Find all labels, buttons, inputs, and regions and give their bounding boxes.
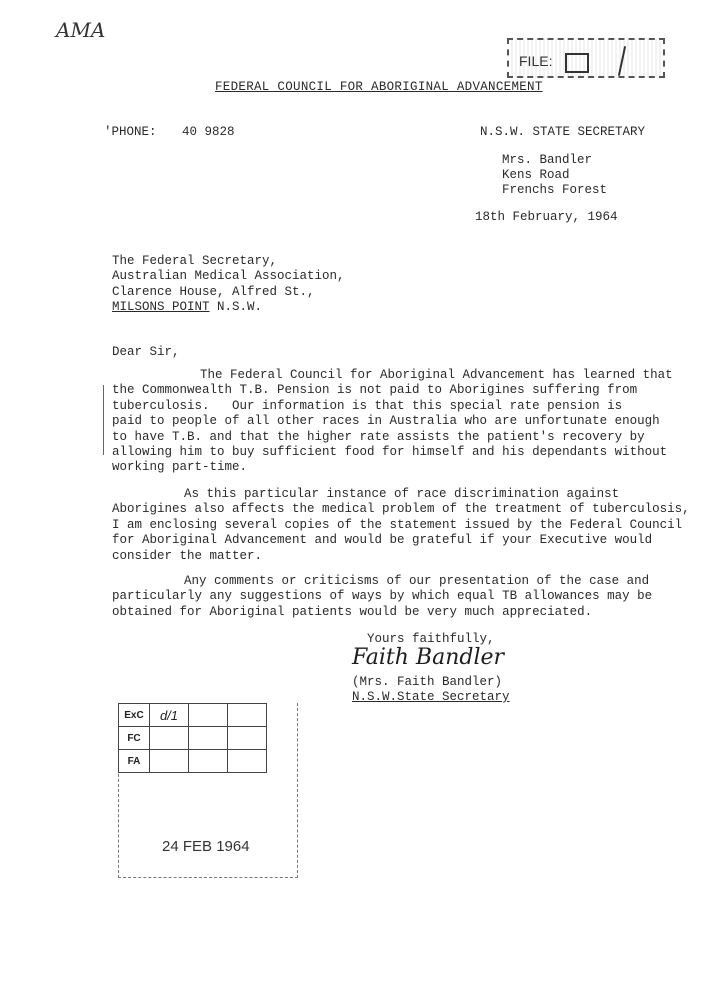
sender-address-line2: Frenchs Forest <box>502 183 608 197</box>
phone-label: 'PHONE: <box>104 125 157 139</box>
signatory-title: N.S.W.State Secretary <box>352 690 510 704</box>
routing-stamp <box>118 703 298 878</box>
paragraph-2 <box>112 487 690 564</box>
sender-name: Mrs. Bandler <box>502 153 593 167</box>
paragraph-1-line: The Federal Council for Aboriginal Advancement has learned that <box>200 368 673 382</box>
routing-cell <box>228 704 267 727</box>
paragraph-3-line: particularly any suggestions of ways by which equal TB allowances may be <box>112 589 653 604</box>
recipient-line1: The Federal Secretary, <box>112 254 278 268</box>
paragraph-1-line: working part-time. <box>112 460 248 475</box>
file-stamp-label: FILE: <box>519 53 553 69</box>
letterhead-title: FEDERAL COUNCIL FOR ABORIGINAL ADVANCEMENT <box>215 80 543 94</box>
paragraph-2-line: Aborigines also affects the medical problem of the treatment of tuberculosis, <box>112 502 690 517</box>
paragraph-2-line: for Aboriginal Advancement and would be grateful if your Executive would <box>112 533 653 548</box>
paragraph-2-line: As this particular instance of race discrimination against <box>184 487 620 501</box>
file-stamp-slash <box>618 46 626 76</box>
sender-role: N.S.W. STATE SECRETARY <box>480 125 646 139</box>
file-stamp-box <box>565 53 589 73</box>
routing-row-label: FC <box>119 727 150 750</box>
paragraph-3 <box>112 574 652 620</box>
recipient-city-line <box>112 300 262 314</box>
recipient-city: MILSONS POINT <box>112 300 210 314</box>
signatory-name: (Mrs. Faith Bandler) <box>352 675 503 689</box>
paragraph-1-line: to have T.B. and that the higher rate assists the patient's recovery by <box>112 429 645 444</box>
routing-initial: d/1 <box>150 704 189 727</box>
recipient-line3: Clarence House, Alfred St., <box>112 285 315 299</box>
routing-cell <box>189 750 228 773</box>
letter-date: 18th February, 1964 <box>475 210 618 224</box>
paragraph-1-line: tuberculosis. Our information is that this special rate pension is <box>112 398 623 413</box>
paragraph-2-line: I am enclosing several copies of the statement issued by the Federal Council <box>112 517 683 532</box>
paragraph-3-line: Any comments or criticisms of our presentation of the case and <box>184 574 650 588</box>
paragraph-1-line: allowing him to buy sufficient food for himself and his dependants without <box>112 445 668 460</box>
routing-row-label: ExC <box>119 704 150 727</box>
routing-stamp-date: 24 FEB 1964 <box>162 838 250 855</box>
paragraph-2-line: consider the matter. <box>112 548 263 563</box>
routing-row-label: FA <box>119 750 150 773</box>
routing-cell <box>150 750 189 773</box>
salutation: Dear Sir, <box>112 345 180 359</box>
routing-cell <box>228 727 267 750</box>
routing-cell <box>228 750 267 773</box>
phone-number: 40 9828 <box>182 125 235 139</box>
signature: Faith Bandler <box>352 645 505 670</box>
routing-stamp-table <box>118 703 267 773</box>
recipient-line2: Australian Medical Association, <box>112 269 345 283</box>
corner-note: AMA <box>56 18 106 42</box>
routing-cell <box>189 727 228 750</box>
file-stamp <box>507 38 665 78</box>
paragraph-1 <box>112 368 673 476</box>
routing-cell <box>150 727 189 750</box>
routing-cell <box>189 704 228 727</box>
closing: Yours faithfully, <box>367 632 495 646</box>
paragraph-1-line: the Commonwealth T.B. Pension is not paid to Aborigines suffering from <box>112 383 638 398</box>
recipient-state: N.S.W. <box>217 300 263 314</box>
margin-mark <box>103 385 106 455</box>
paragraph-1-line: paid to people of all other races in Australia who are unfortunate enough <box>112 414 660 429</box>
paragraph-3-line: obtained for Aboriginal patients would be very much appreciated. <box>112 604 593 619</box>
sender-address-line1: Kens Road <box>502 168 570 182</box>
